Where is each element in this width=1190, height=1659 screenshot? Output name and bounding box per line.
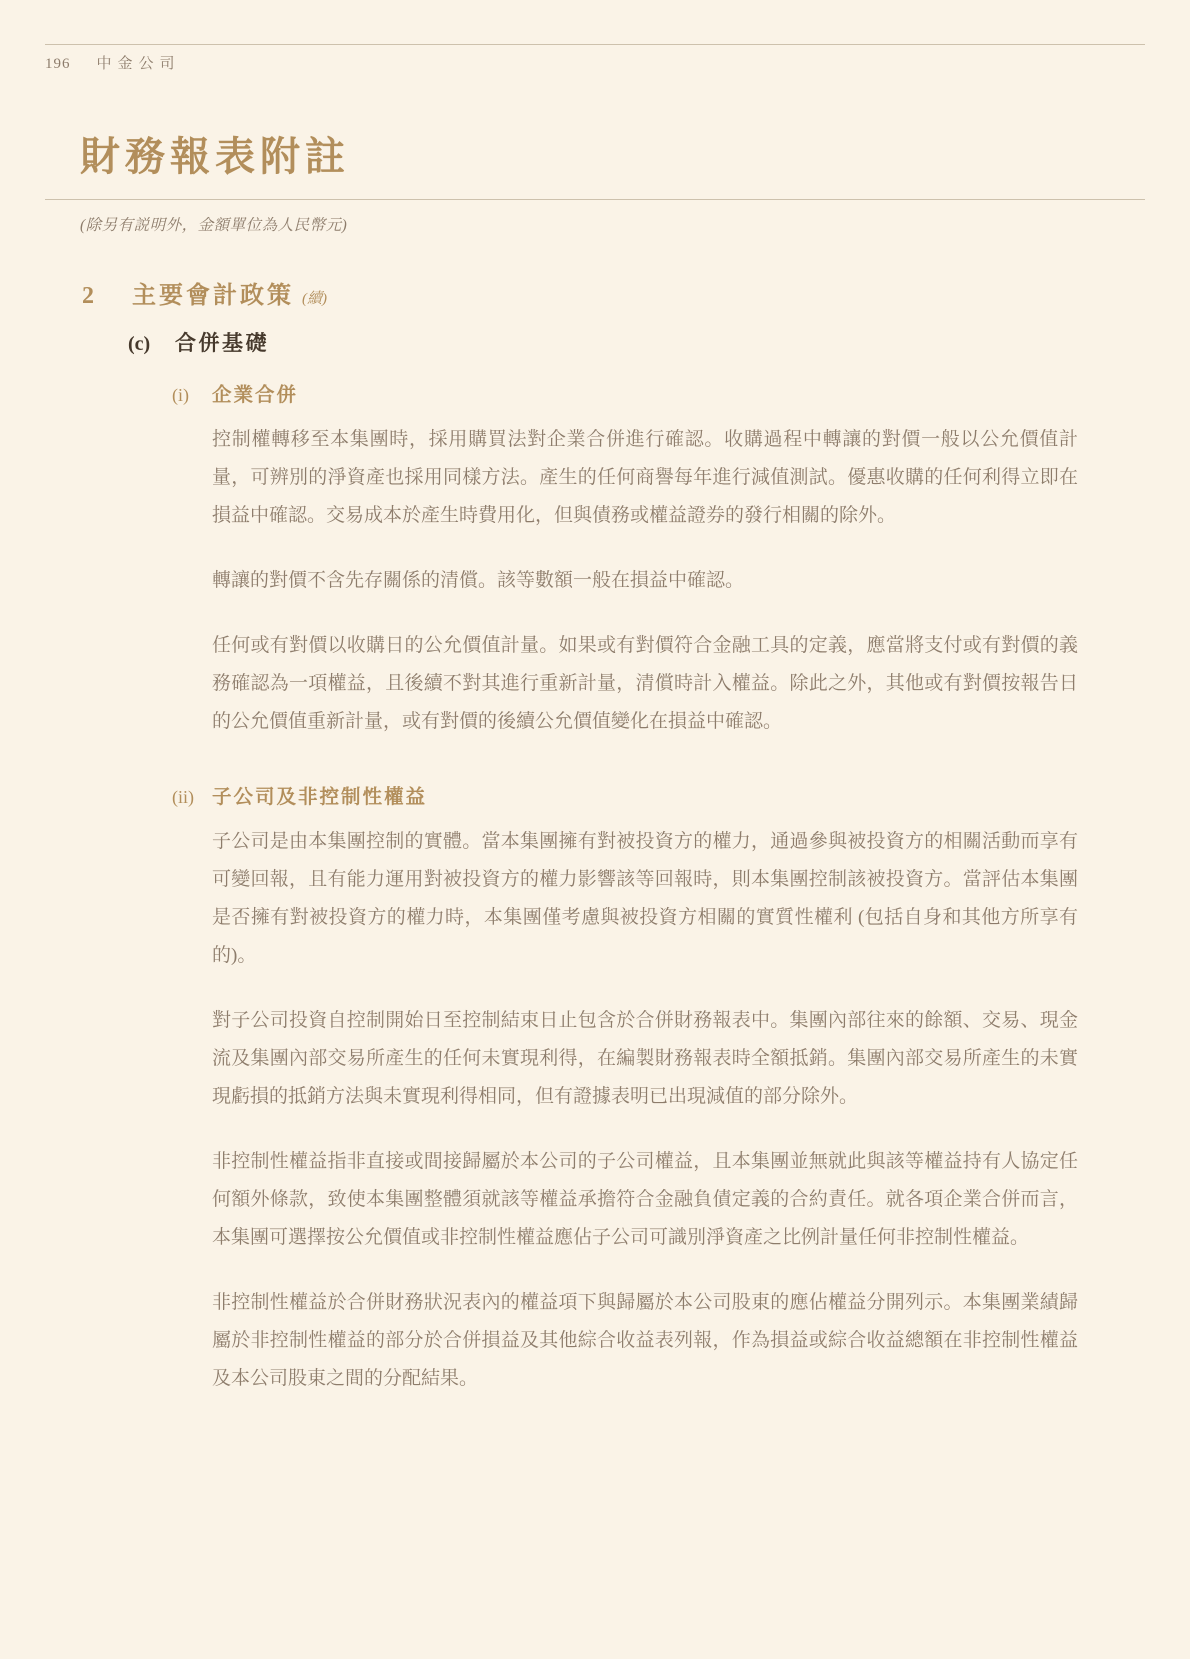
subsection-label: (c) <box>128 333 151 355</box>
title-rule <box>45 199 1145 200</box>
item-i-business-combination <box>45 379 1145 741</box>
item-ii-label: (ii) <box>172 787 194 807</box>
company-name: 中金公司 <box>96 56 181 72</box>
paragraph: 非控制性權益指非直接或間接歸屬於本公司的子公司權益，且本集團並無就此與該等權益持有人協定任何額外條款，致使本集團整體須就該等權益承擔符合金融負債定義的合約責任。就各項企業合併而言，本集團可選擇按公允價值或非控制性權益應佔子公司可識別淨資產之比例計量任何非控制性權益。 <box>212 1151 1078 1248</box>
paragraph: 非控制性權益於合併財務狀況表內的權益項下與歸屬於本公司股東的應佔權益分開列示。本集團業績歸屬於非控制性權益的部分於合併損益及其他綜合收益表列報，作為損益或綜合收益總額在非控制性權益及本公司股東之間的分配結果。 <box>212 1292 1078 1389</box>
page-header <box>45 52 1145 73</box>
section-title: 主要會計政策 <box>132 283 294 309</box>
subsection-title: 合併基礎 <box>175 331 269 355</box>
paragraph: 控制權轉移至本集團時，採用購買法對企業合併進行確認。收購過程中轉讓的對價一般以公允價值計量，可辨別的淨資產也採用同樣方法。產生的任何商譽每年進行減值測試。優惠收購的任何利得立即在損益中確認。交易成本於產生時費用化，但與債務或權益證券的發行相關的除外。 <box>212 429 1078 526</box>
item-i-heading <box>45 379 1145 407</box>
item-ii-heading <box>45 781 1145 809</box>
section-continued-marker: (續) <box>302 291 327 307</box>
paragraph: 任何或有對價以收購日的公允價值計量。如果或有對價符合金融工具的定義，應當將支付或有對價的義務確認為一項權益，且後續不對其進行重新計量，清償時計入權益。除此之外，其他或有對價按報告日的公允價值重新計量，或有對價的後續公允價值變化在損益中確認。 <box>212 635 1078 732</box>
page-number: 196 <box>45 56 71 72</box>
item-i-label: (i) <box>172 385 189 405</box>
item-i-title: 企業合併 <box>212 385 299 406</box>
document-page <box>0 44 1190 1659</box>
section-2-accounting-policies <box>45 275 1145 1398</box>
header-rule <box>45 44 1145 45</box>
section-number: 2 <box>82 283 94 309</box>
item-ii-subsidiaries-nci <box>45 781 1145 1398</box>
currency-unit-note: (除另有説明外，金額單位為人民幣元) <box>80 217 348 234</box>
item-ii-title: 子公司及非控制性權益 <box>212 787 428 808</box>
subsection-c-heading <box>45 327 1145 357</box>
paragraph: 轉讓的對價不含先存關係的清償。該等數額一般在損益中確認。 <box>212 570 745 591</box>
section-heading <box>45 275 1145 310</box>
paragraph: 對子公司投資自控制開始日至控制結束日止包含於合併財務報表中。集團內部往來的餘額、交易、現金流及集團內部交易所產生的任何未實現利得，在編製財務報表時全額抵銷。集團內部交易所產生的未實現虧損的抵銷方法與未實現利得相同，但有證據表明已出現減值的部分除外。 <box>212 1010 1078 1107</box>
page-title: 財務報表附註 <box>80 134 350 179</box>
paragraph: 子公司是由本集團控制的實體。當本集團擁有對被投資方的權力，通過參與被投資方的相關活動而享有可變回報，且有能力運用對被投資方的權力影響該等回報時，則本集團控制該被投資方。當評估本集團是否擁有對被投資方的權力時，本集團僅考慮與被投資方相關的實質性權利 (包括自身和其他方所享有的)。 <box>212 831 1078 966</box>
